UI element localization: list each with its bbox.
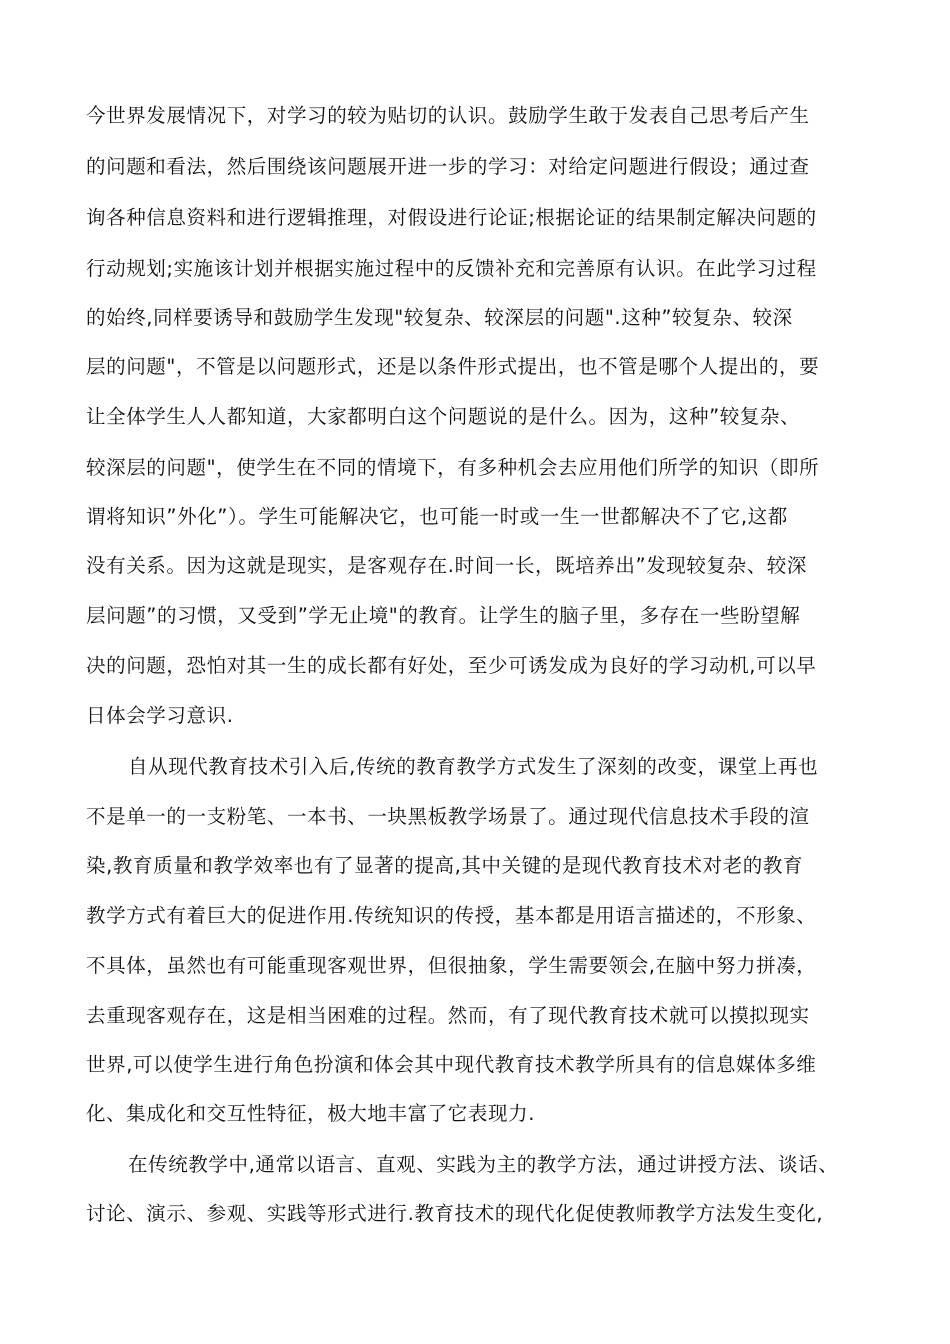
paragraph-1-line-5: 的始终,同样要诱导和鼓励学生发现"较复杂、较深层的问题".这种”较复杂、较深: [86, 306, 793, 329]
paragraph-1-line-2: 的问题和看法，然后围绕该问题展开进一步的学习：对给定问题进行假设；通过查: [86, 155, 810, 178]
paragraph-3-line-1: 在传统教学中,通常以语言、直观、实践为主的教学方法，通过讲授方法、谈话、: [128, 1153, 839, 1176]
paragraph-1-line-13: 日体会学习意识.: [86, 704, 234, 727]
paragraph-2-line-5: 不具体，虽然也有可能重现客观世界，但很抽象，学生需要领会,在脑中努力拼凑，: [86, 954, 817, 977]
paragraph-3-line-2: 讨论、演示、参观、实践等形式进行.教育技术的现代化促使教师教学方法发生变化,: [86, 1202, 824, 1225]
paragraph-1-line-9: 谓将知识”外化”）。学生可能解决它，也可能一时或一生一世都解决不了它,这都: [86, 505, 788, 528]
paragraph-2-line-2: 不是单一的一支粉笔、一本书、一块黑板教学场景了。通过现代信息技术手段的渲: [86, 805, 810, 828]
paragraph-2-line-7: 世界,可以使学生进行角色扮演和体会其中现代教育技术教学所具有的信息媒体多维: [86, 1053, 817, 1076]
paragraph-2-line-6: 去重现客观存在，这是相当困难的过程。然而，有了现代教育技术就可以摸拟现实: [86, 1004, 810, 1027]
paragraph-1-line-12: 决的问题，恐怕对其一生的成长都有好处，至少可诱发成为良好的学习动机,可以早: [86, 654, 817, 677]
paragraph-1-line-10: 没有关系。因为这就是现实，是客观存在.时间一长，既培养出”发现较复杂、较深: [86, 554, 808, 577]
paragraph-1-line-11: 层问题”的习惯，又受到”学无止境"的教育。让学生的脑子里，多存在一些盼望解: [86, 604, 801, 627]
paragraph-1-line-1: 今世界发展情况下，对学习的较为贴切的认识。鼓励学生敢于发表自己思考后产生: [86, 104, 810, 127]
paragraph-2-line-4: 教学方式有着巨大的促进作用.传统知识的传授，基本都是用语言描述的，不形象、: [86, 904, 817, 927]
paragraph-1-line-8: 较深层的问题"，使学生在不同的情境下，有多种机会去应用他们所学的知识（即所: [86, 456, 820, 479]
paragraph-2-line-3: 染,教育质量和教学效率也有了显著的提高,其中关键的是现代教育技术对老的教育: [86, 854, 804, 877]
paragraph-1-line-6: 层的问题"，不管是以问题形式，还是以条件形式提出，也不管是哪个人提出的，要: [86, 355, 820, 378]
paragraph-1-line-7: 让全体学生人人都知道，大家都明白这个问题说的是什么。因为，这种”较复杂、: [86, 405, 801, 428]
paragraph-2-line-1: 自从现代教育技术引入后,传统的教育教学方式发生了深刻的改变，课堂上再也: [128, 755, 819, 778]
paragraph-1-line-4: 行动规划;实施该计划并根据实施过程中的反馈补充和完善原有认识。在此学习过程: [86, 257, 817, 280]
paragraph-2-line-8: 化、集成化和交互性特征，极大地丰富了它表现力.: [86, 1102, 535, 1125]
paragraph-1-line-3: 询各种信息资料和进行逻辑推理，对假设进行论证;根据论证的结果制定解决问题的: [86, 206, 817, 229]
